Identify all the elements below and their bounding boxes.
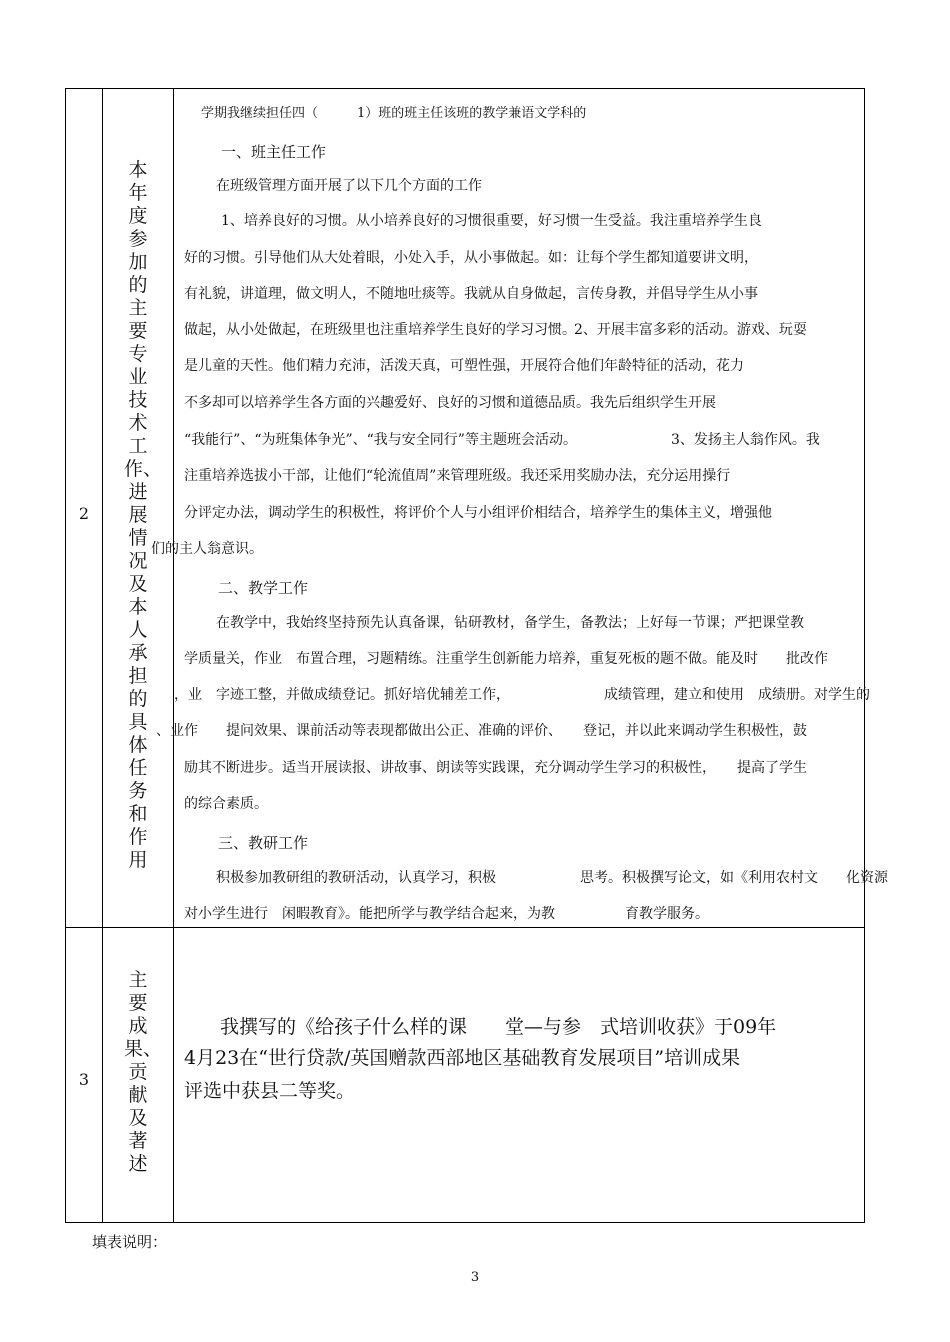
row-number: 2 — [78, 504, 90, 523]
content-line: 3、发扬主人翁作风。我 — [671, 432, 820, 448]
content-line: 励其不断进步。适当开展读报、讲故事、朗读等实践课，充分调动学生学习的积极性， 提高了学生 — [184, 760, 807, 776]
form-table — [65, 88, 888, 1223]
content-line: 2、开展丰富多彩的活动。游戏、玩耍 — [574, 322, 807, 338]
section-heading: 二、教学工作 — [218, 579, 309, 597]
content-line: 们的主人翁意识。 — [151, 541, 263, 557]
section-heading: 三、教研工作 — [218, 834, 309, 852]
content-line: 分评定办法，调动学生的积极性，将评价个人与小组评价相结合，培养学生的集体主义，增强他 — [184, 505, 772, 521]
content-line: 、业作 提问效果、课前活动等表现都做出公正、准确的评价、 登记，并以此来调动学生积极性，鼓 — [156, 723, 807, 739]
row-label: 本年度参加的主要专业技术工作、进展情况及本人承担的具体任务和作用 — [124, 159, 163, 871]
content-line: 在教学中，我始终坚持预先认真备课，钻研教材，备学生，备教法；上好每一节课；严把课堂教 — [216, 615, 804, 631]
content-line: 1、培养良好的习惯。从小培养良好的习惯很重要，好习惯一生受益。我注重培养学生良 — [221, 213, 762, 229]
content-line: ，业 字迹工整，并做成绩登记。抓好培优辅差工作， — [174, 687, 510, 703]
row-number: 3 — [78, 1070, 90, 1089]
content-line: 我撰写的《给孩子什么样的课 堂—与参 式培训收获》于09年 — [220, 1016, 777, 1038]
row-label: 主要成果、贡献及著述 — [124, 969, 163, 1175]
content-line: 在班级管理方面开展了以下几个方面的工作 — [216, 178, 482, 194]
content-line: 是儿童的天性。他们精力充沛，活泼天真，可塑性强，开展符合他们年龄特征的活动，花力 — [184, 358, 744, 374]
column-divider — [102, 89, 103, 1222]
content-line: 好的习惯。引导他们从大处着眼，小处入手，从小事做起。如：让每个学生都知道要讲文明， — [184, 250, 758, 266]
content-line: 评选中获县二等奖。 — [184, 1080, 356, 1102]
content-line: 成绩管理，建立和使用 成绩册。对学生的 — [604, 687, 870, 703]
page-number: 3 — [470, 1270, 480, 1285]
content-line: 学质量关，作业 布置合理，习题精练。注重学生创新能力培养，重复死板的题不做。能及时 批改作 — [184, 651, 828, 667]
section-heading: 一、班主任工作 — [221, 143, 327, 161]
footer-note: 填表说明： — [92, 1233, 168, 1251]
column-divider — [173, 89, 174, 1222]
content-line: 积极参加教研组的教研活动，认真学习，积极 思考。积极撰写论文，如《利用农村文 化资源 — [216, 870, 888, 886]
content-line: 学期我继续担任四（ 1）班的班主任该班的教学兼语文学科的 — [201, 106, 587, 121]
content-line: 的综合素质。 — [184, 796, 268, 812]
content-line: 做起，从小处做起，在班级里也注重培养学生良好的学习习惯。 — [184, 322, 576, 338]
content-line: 不多却可以培养学生各方面的兴趣爱好、良好的习惯和道德品质。我先后组织学生开展 — [184, 395, 716, 411]
content-line: “我能行”、“为班集体争光”、“我与安全同行”等主题班会活动。 — [184, 432, 577, 448]
content-line: 有礼貌，讲道理，做文明人，不随地吐痰等。我就从自身做起，言传身教，并倡导学生从小事 — [184, 286, 758, 302]
content-line: 4月23在“世行贷款/英国赠款西部地区基础教育发展项目”培训成果 — [184, 1047, 741, 1069]
content-line: 注重培养选拔小干部，让他们“轮流值周”来管理班级。我还采用奖励办法，充分运用操行 — [184, 468, 731, 484]
content-line: 对小学生进行 闲暇教育》。能把所学与教学结合起来，为教 育教学服务。 — [184, 906, 709, 922]
row-divider — [66, 927, 864, 928]
